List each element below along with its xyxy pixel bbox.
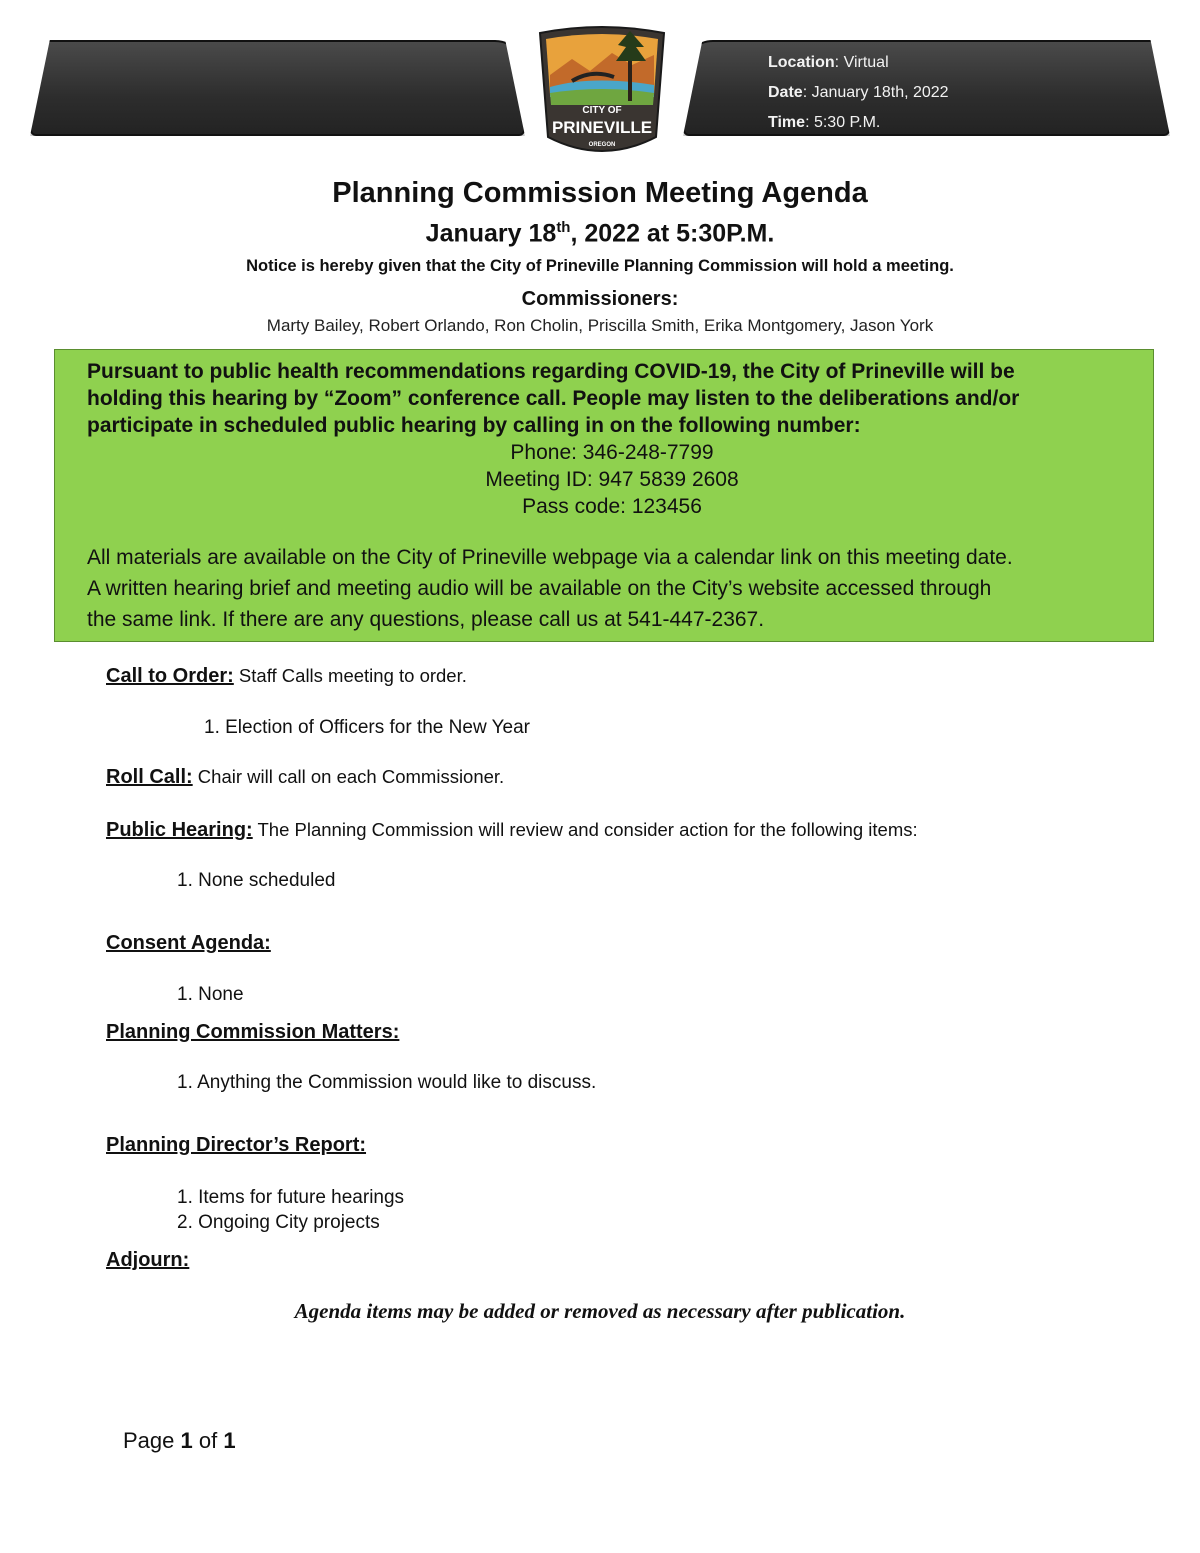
agenda-item: 1. Anything the Commission would like to discuss.	[177, 1072, 597, 1093]
zoom-meeting-id: Meeting ID: 947 5839 2608	[485, 468, 739, 491]
section-adjourn: Adjourn:	[106, 1249, 190, 1271]
page-title: Planning Commission Meeting Agenda	[332, 177, 868, 209]
page-number: Page 1 of 1	[123, 1428, 236, 1453]
covid-notice-box	[54, 349, 1154, 642]
agenda-item: 1. Items for future hearings	[177, 1187, 405, 1208]
agenda-item: 1. None	[177, 984, 244, 1005]
commissioners-list: Marty Bailey, Robert Orlando, Ron Cholin, Priscilla Smith, Erika Montgomery, Jason York	[266, 316, 934, 335]
section-call-to-order: Call to Order: Staff Calls meeting to order.	[106, 665, 467, 687]
notice-line: holding this hearing by “Zoom” conference call. People may listen to the deliberations and/or	[87, 387, 1020, 410]
logo-line2: PRINEVILLE	[551, 118, 653, 137]
logo-line3: OREGON	[588, 142, 616, 148]
agenda-item: 1. None scheduled	[177, 870, 336, 891]
notice-body	[87, 542, 1137, 635]
notice-body-line: All materials are available on the City of Prineville webpage via a calendar link on this meeting date.	[87, 546, 1013, 569]
notice-body-line: A written hearing brief and meeting audio will be available on the City’s website accessed through	[87, 577, 992, 600]
agenda-item: 1. Election of Officers for the New Year	[204, 717, 530, 738]
notice-line: participate in scheduled public hearing by calling in on the following number:	[87, 414, 861, 437]
meeting-date-heading: January 18th, 2022 at 5:30P.M.	[425, 219, 775, 248]
notice-body-line: the same link. If there are any questions, please call us at 541-447-2367.	[87, 608, 765, 631]
logo-line1: CITY OF	[582, 105, 622, 116]
zoom-pass-code: Pass code: 123456	[522, 495, 702, 518]
meta-time: Time: 5:30 P.M.	[768, 114, 881, 131]
section-consent-agenda: Consent Agenda:	[106, 932, 271, 954]
notice-line: Pursuant to public health recommendations regarding COVID-19, the City of Prineville will be	[87, 360, 1015, 383]
meeting-meta	[768, 48, 949, 138]
section-pc-matters: Planning Commission Matters:	[106, 1021, 400, 1043]
section-public-hearing: Public Hearing: The Planning Commission will review and consider action for the following items:	[106, 819, 918, 841]
section-roll-call: Roll Call: Chair will call on each Commissioner.	[106, 766, 505, 788]
zoom-phone: Phone: 346-248-7799	[510, 441, 714, 464]
meta-date: Date: January 18th, 2022	[768, 84, 949, 101]
city-logo	[532, 25, 672, 157]
section-director-report: Planning Director’s Report:	[106, 1134, 367, 1156]
closing-note: Agenda items may be added or removed as necessary after publication.	[294, 1299, 906, 1323]
commissioners-label: Commissioners:	[521, 288, 679, 310]
header-banner-left	[30, 40, 525, 136]
agenda-item: 2. Ongoing City projects	[177, 1212, 380, 1233]
meta-location: Location: Virtual	[768, 54, 889, 71]
meeting-notice: Notice is hereby given that the City of Prineville Planning Commission will hold a meeting.	[246, 257, 954, 275]
